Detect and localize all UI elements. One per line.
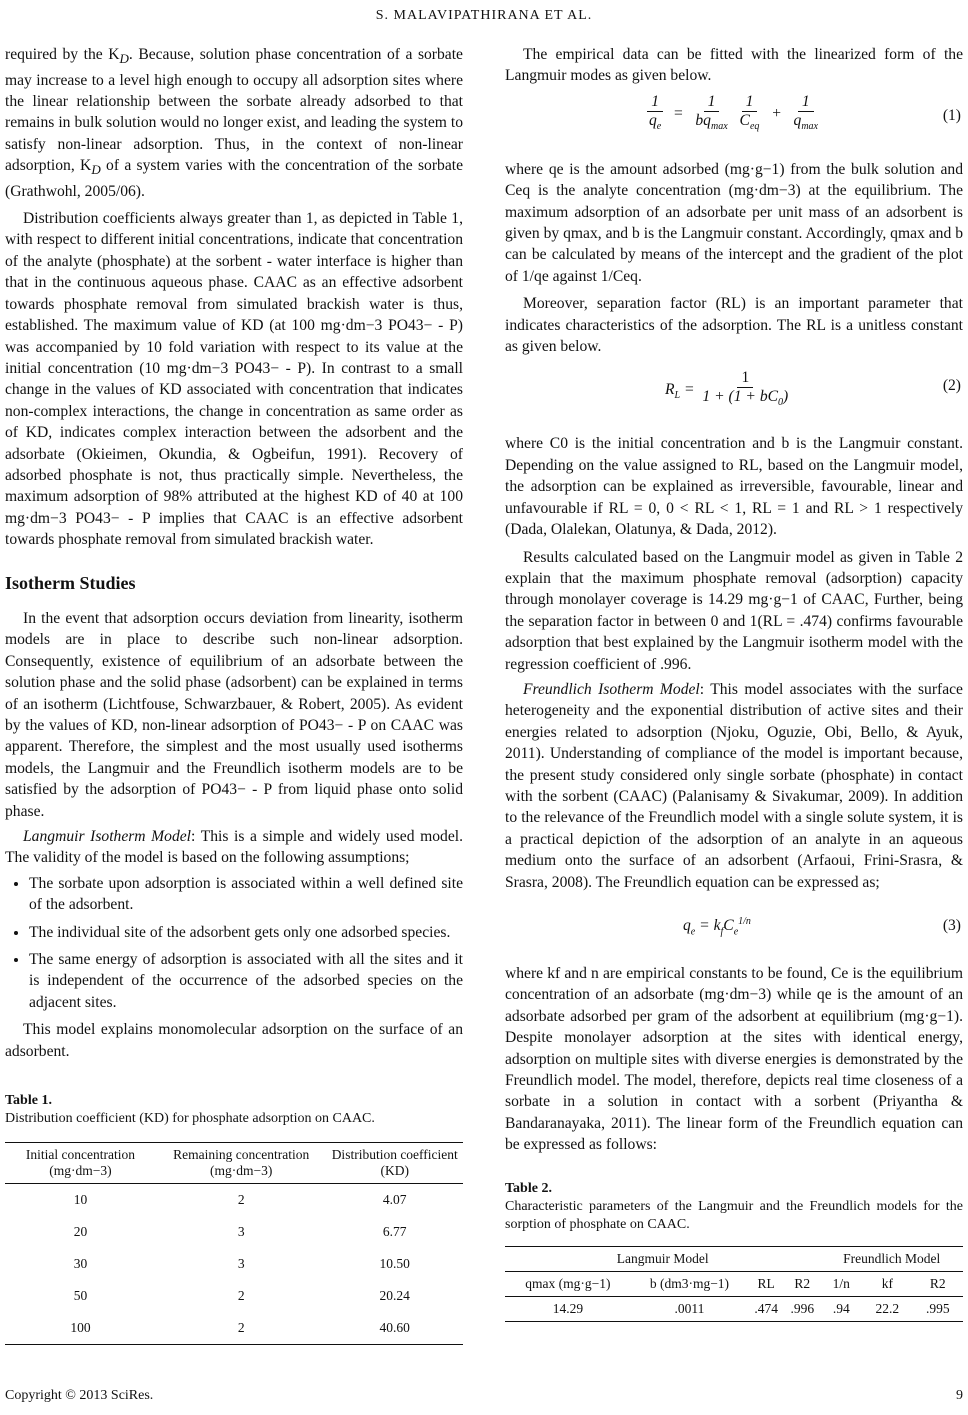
paragraph-where-kf: where kf and n are empirical constants to be found, Ce is the equilibrium concentration of an adsorbate (mg·dm−3) while qe is the amount of an adsorbate adsorbed per gram of the adsorbent at equilibrium (mg·g−1). Despite monolayer adsorption at the sites with identical energy, adsorption on multiple sites with diverse energies is demonstrated by the Freundlich model. The model, therefore, depicts real time closeness of a sorbate in a solution in contact with a sorbent (Priyantha & Bandaranayaka, 2011). The linear form of the Freundlich equation can be expressed as follows:	[505, 965, 963, 1154]
table2-header: kf	[862, 1271, 912, 1296]
table2-header: 1/n	[820, 1271, 862, 1296]
list-item: • The same energy of adsorption is associated with all the sites and it is independent of the occurrence of the adsorbed species on the adjacent sites.	[29, 949, 463, 1013]
table-row	[5, 1312, 463, 1345]
equation-body: $\frac{1}{q_e}$ = $\frac{1}{bq_{max}}$ $\frac{1}{C_{eq}}$ + $\frac{1}{q_{max}}$	[649, 92, 818, 132]
text: D	[91, 162, 101, 178]
table-row	[5, 1216, 463, 1248]
table2-block	[505, 1180, 963, 1322]
text: of a system varies with the concentration of the sorbate (Grathwohl, 2005/06).	[5, 157, 463, 200]
table-cell: 2	[237, 1192, 245, 1208]
table2-label: Table 2.	[505, 1180, 552, 1196]
equation-number: (1)	[942, 106, 961, 124]
table2-header: RL	[748, 1271, 784, 1296]
table2	[505, 1246, 963, 1322]
table-cell: 14.29	[505, 1296, 631, 1321]
right-column	[505, 44, 963, 1322]
equation-number: (2)	[942, 377, 961, 395]
table-cell: 10.50	[379, 1256, 410, 1272]
table2-header: b (dm3·mg−1)	[631, 1271, 748, 1296]
table2-group-header: Freundlich Model	[820, 1246, 963, 1271]
table-cell: 10	[73, 1192, 88, 1208]
paragraph-freundlich	[505, 679, 963, 893]
table-cell: 6.77	[382, 1224, 407, 1240]
list-item: • The individual site of the adsorbent gets only one adsorbed species.	[29, 922, 463, 943]
table2-header: qmax (mg·g−1)	[505, 1271, 631, 1296]
table1	[5, 1142, 463, 1345]
table1-header: Remaining concentration (mg·dm−3)	[156, 1143, 327, 1184]
paragraph-distribution: Distribution coefficients always greater than 1, as depicted in Table 1, with respect to different initial concentrations, indicate that concentration of the analyte (phosphate) at the sorbent - water interface is higher than that in the continuous aqueous phase. CAAC as an effective adsorbent towards phosphate removal from simulated brackish water is thus, established. The maximum value of KD (at 100 mg·dm−3 PO43− - P) was accompanied by 10 fold variation with respect to its value at the initial concentration (10 mg·dm−3 PO43− - P). In contrast to a small change in the values of KD associated with concentration that indicates non-complex interactions, the change in concentration as same order as of KD, indicates complex interaction between the adsorbent and the adsorbate (Okieimen, Okundia, & Ogbeifun, 1991). Recovery of adsorbed phosphate is not, thus practically simple. Nevertheless, the maximum adsorption of 98% attributed at the highest KD of 40 at 100 mg·dm−3 PO43− - P implies that CAAC is an effective adsorbent towards phosphate removal from simulated brackish water.	[5, 210, 463, 549]
table-cell: 30	[73, 1256, 88, 1272]
table1-header: Initial concentration (mg·dm−3)	[5, 1143, 156, 1184]
table-row	[5, 1248, 463, 1280]
table-row	[5, 1184, 463, 1217]
equation-1	[505, 87, 963, 151]
table-cell: 100	[5, 1312, 156, 1345]
equation-number: (3)	[942, 917, 961, 934]
table2-header: R2	[913, 1271, 963, 1296]
table2-caption: Characteristic parameters of the Langmuir and the Freundlich models for the sorption of phosphate on CAAC.	[505, 1198, 963, 1232]
page-number: 9	[956, 1388, 963, 1403]
paragraph-where-qe: where qe is the amount adsorbed (mg·g−1) from the bulk solution and Ceq is the analyte concentration (mg·dm−3) at the equilibrium. The maximum adsorption of an adsorbate per unit mass of an adsorbent is given by qmax, and b is the Langmuir constant. Accordingly, qmax and b can be calculated by means of the intercept and the gradient of the plot of 1/qe against 1/Ceq.	[505, 160, 963, 285]
freundlich-title: Freundlich Isotherm Model	[523, 680, 700, 698]
table-row	[505, 1296, 963, 1321]
text: : This is a simple and widely used model. The validity of the model is based on the following assumptions;	[5, 828, 463, 867]
assumptions-list	[5, 873, 463, 1013]
table-cell: .474	[748, 1296, 784, 1321]
equation-3	[505, 893, 963, 963]
text: : This model associates with the surface heterogeneity and the exponential distribution of active sites and their energies related to adsorption (Njoku, Oguzie, Obi, Bello, & Ayuk, 2011). Understanding of compliance of the model is important because, the present study considered only single sorbate (phosphate) in contact with the sorbent (CAAC) (Palanisamy & Sivakumar, 2009). In addition to the relevance of the Freundlich model with a single solute system, it is a practical depiction of the adsorption of an analyte in an aqueous medium onto the surface of an adsorbent (Arfaoui, Frini-Srasra, & Srasra, 2008). The Freundlich equation can be expressed as;	[505, 680, 963, 891]
paragraph-results: Results calculated based on the Langmuir model as given in Table 2 explain that the maximum phosphate removal (adsorption) capacity through monolayer coverage is 14.29 mg·g−1 of CAAC, Further, being the separation factor in between 0 and 1(RL = .474) confirms favourable adsorption that best explained by the Langmuir isotherm model with the regression coefficient of .996.	[505, 548, 963, 673]
list-item: • The sorbate upon adsorption is associated within a well defined site of the adsorbent.	[29, 873, 463, 916]
equation-body: $q_e = k_fC_e^{1/n}$	[683, 916, 751, 938]
text: D	[119, 51, 129, 67]
langmuir-title: Langmuir Isotherm Model	[23, 828, 192, 846]
footer-copyright: Copyright © 2013 SciRes.	[5, 1388, 154, 1403]
table-row	[5, 1280, 463, 1312]
equation-2	[505, 357, 963, 427]
text: . Because, solution phase concentration of a sorbate may increase to a level high enough to occupy all adsorption sites where the linear relationship between the sorbate already adsorbed to that remains in bulk solution would no longer exist, and leading the system to satisfy non-linear adsorption. Thus, in the context of non-linear adsorption, K	[5, 46, 463, 175]
table-cell: .0011	[631, 1296, 748, 1321]
table-cell: 40.60	[326, 1312, 463, 1345]
table1-label: Table 1.	[5, 1093, 52, 1109]
table1-caption: Distribution coefficient (KD) for phosphate adsorption on CAAC.	[5, 1111, 375, 1127]
table-cell: 4.07	[382, 1192, 407, 1208]
table-cell: 3	[237, 1256, 245, 1272]
paragraph-where-c0: where C0 is the initial concentration and b is the Langmuir constant. Depending on the value assigned to RL, based on the Langmuir model, the adsorption can be explained as irreversible, favourable, linear and unfavourable if RL = 0, 0 < RL < 1, RL = 1 and RL > 1 respectively (Dada, Olalekan, Olatunya, & Dada, 2012).	[505, 435, 963, 539]
table-cell: 20	[73, 1224, 88, 1240]
table2-header: R2	[784, 1271, 820, 1296]
paragraph-langmuir	[5, 826, 463, 869]
table-cell: 2	[156, 1312, 327, 1345]
table-cell: 3	[237, 1224, 245, 1240]
running-header: S. MALAVIPATHIRANA ET AL.	[375, 8, 593, 23]
equation-body: $R_L$ = $\frac{1}{1 + (1 + bC_0)}$	[665, 369, 789, 409]
table-cell: .995	[913, 1296, 963, 1321]
paragraph-empirical: The empirical data can be fitted with the linearized form of the Langmuir modes as given below.	[505, 46, 963, 85]
paragraph-monomolecular: This model explains monomolecular adsorption on the surface of an adsorbent.	[5, 1021, 463, 1060]
table-cell: 50	[73, 1288, 88, 1304]
table-cell: .94	[820, 1296, 862, 1321]
table-cell: .996	[784, 1296, 820, 1321]
table1-block	[5, 1092, 463, 1345]
paragraph-separation-factor: Moreover, separation factor (RL) is an important parameter that indicates characteristics of the adsorption. The RL is a unitless constant as given below.	[505, 295, 963, 356]
left-column	[5, 44, 463, 1345]
paragraph-continuation	[5, 44, 463, 202]
table2-group-header: Langmuir Model	[505, 1246, 820, 1271]
text: required by the K	[5, 46, 120, 63]
paragraph-isotherm: In the event that adsorption occurs deviation from linearity, isotherm models are in place to describe such non-linear adsorption. Consequently, existence of equilibrium of an adsorbate between the solution phase and the solid phase (adsorbent) can be explained in terms of an isotherm (Lichtfouse, Schwarzbauer, & Robert, 2005). As evident by the values of KD, non-linear adsorption of PO43− - P on CAAC was apparent. Therefore, the simplest and the most usually used isotherms models, the Langmuir and the Freundlich isotherm models are to be satisfied by the adsorption of PO43− - P from liquid phase onto solid phase.	[5, 609, 463, 820]
table-cell: 2	[237, 1288, 245, 1304]
table-cell: 22.2	[862, 1296, 912, 1321]
table1-header: Distribution coefficient (KD)	[326, 1143, 463, 1184]
table-cell: 20.24	[379, 1288, 410, 1304]
section-heading: Isotherm Studies	[5, 572, 136, 593]
